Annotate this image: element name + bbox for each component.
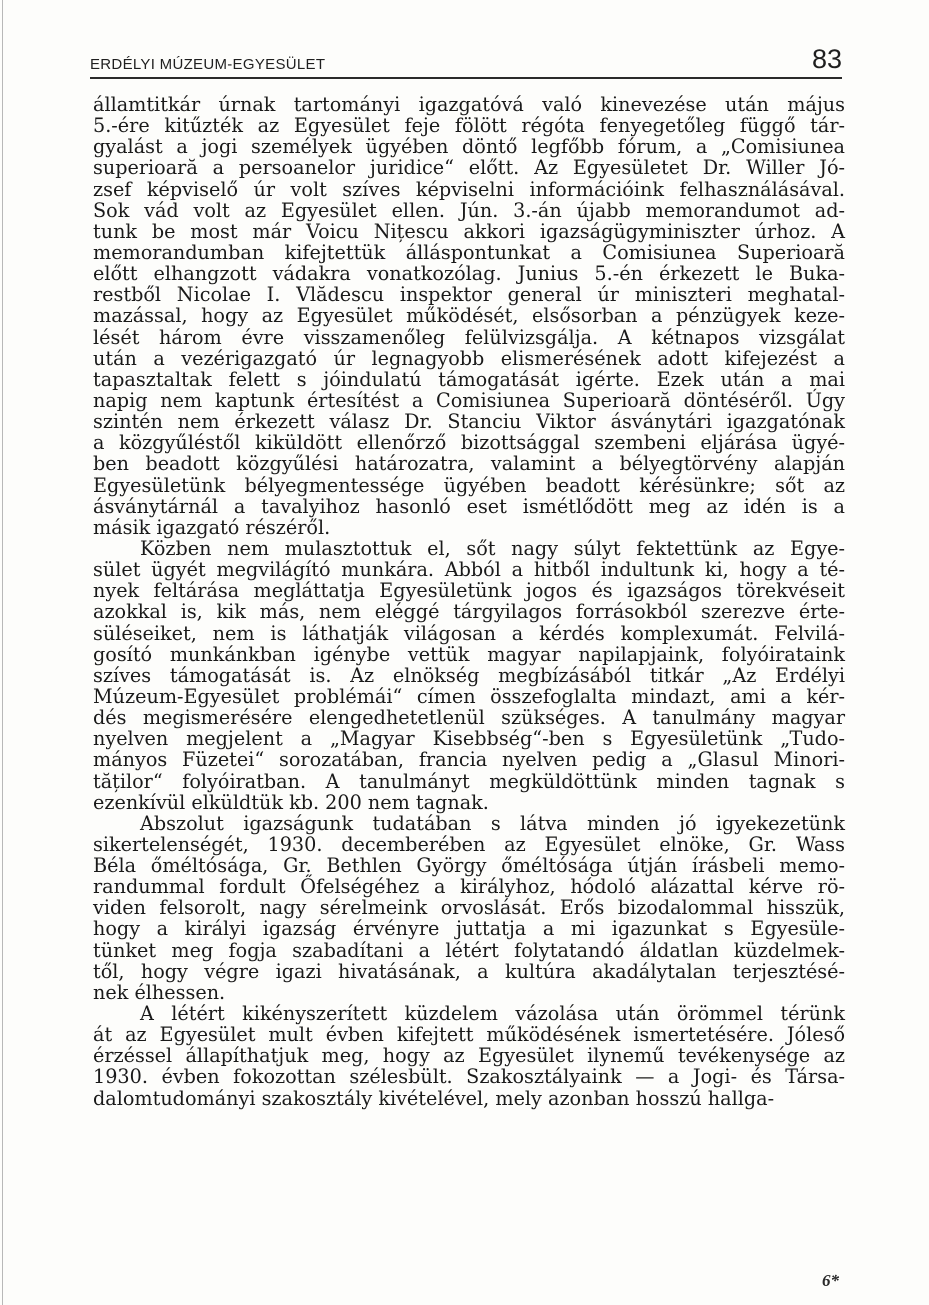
text-line: azokkal is, kik más, nem eléggé tárgyilagos forrásokból szerezve érte- (93, 600, 845, 624)
text-line: hogy a királyi igazság érvényre juttatja a mi igazunkat s Egyesüle- (93, 917, 845, 941)
text-line: A létért kikényszerített küzdelem vázolása után örömmel térünk (140, 1002, 845, 1026)
paragraph (93, 1003, 845, 1109)
text-line: érzéssel állapíthatjuk meg, hogy az Egyesület ilynemű tevékenysége az (93, 1044, 845, 1068)
text-line: előtt elhangzott vádakra vonatkozólag. Junius 5.-én érkezett le Buka- (93, 262, 845, 286)
header-rule (90, 77, 842, 79)
text-line: superioară a persoanelor juridice“ előtt. Az Egyesületet Dr. Willer Jó- (93, 156, 845, 180)
text-line: memorandumban kifejtettük álláspontunkat a Comisiunea Superioară (93, 240, 845, 264)
signature-mark: 6* (822, 1271, 839, 1290)
text-line: gosító munkánkban igénybe vettük magyar napilapjaink, folyóirataink (93, 642, 845, 666)
text-line: randummal fordult Őfelségéhez a királyhoz, hódoló alázattal kérve rö- (93, 875, 845, 899)
text-line: szintén nem érkezett válasz Dr. Stanciu Viktor ásványtári igazgatónak (93, 410, 845, 434)
text-line: nyelven megjelent a „Magyar Kisebbség“-ben s Egyesületünk „Tudo- (93, 727, 845, 751)
page-edge-line (2, 0, 3, 1305)
text-line: gyalást a jogi személyek ügyében döntő legfőbb fórum, a „Comisiunea (93, 135, 845, 159)
text-line: Egyesületünk bélyegmentessége ügyében beadott kérésünkre; sőt az (93, 473, 845, 497)
text-line: lését három évre visszamenőleg felülvizsgálja. A kétnapos vizsgálat (93, 325, 845, 349)
text-line: viden felsorolt, nagy sérelmeink orvoslását. Erős bizodalommal hisszük, (93, 896, 845, 920)
text-line: másik igazgató részéről. (93, 515, 331, 539)
text-line: ásványtárnál a tavalyihoz hasonló eset ismétlődött meg az idén is a (93, 494, 845, 518)
text-line: nek élhessen. (93, 980, 226, 1004)
text-line: át az Egyesület mult évben kifejtett működésének ismertetésére. Jóleső (93, 1023, 845, 1047)
text-line: Közben nem mulasztottuk el, sőt nagy súlyt fektettünk az Egye- (140, 536, 845, 560)
text-line: ezenkívül elküldtük kb. 200 nem tagnak. (93, 790, 489, 814)
text-line: Béla őméltósága, Gr. Bethlen György őméltósága útján írásbeli memo- (93, 854, 845, 878)
page-number: 83 (811, 44, 842, 74)
text-line: napig nem kaptunk értesítést a Comisiunea Superioară döntéséről. Úgy (93, 388, 845, 412)
running-header (90, 44, 842, 80)
text-line: tăților“ folyóiratban. A tanulmányt megküldöttünk minden tagnak s (93, 769, 845, 793)
text-line: államtitkár úrnak tartományi igazgatóvá való kinevezése után május (93, 93, 845, 116)
text-line: dés megismerésére elengedhetetlenül szükséges. A tanulmány magyar (93, 706, 845, 730)
text-line: Sok vád volt az Egyesület ellen. Jún. 3.-án újabb memorandumot ad- (93, 198, 845, 222)
text-line: Múzeum-Egyesület problémái“ címen összefoglalta mindazt, ami a kér- (93, 684, 845, 708)
text-line: restből Nicolae I. Vlădescu inspektor general úr miniszteri meghatal- (93, 283, 845, 307)
text-line: tapasztaltak felett s jóindulatú támogatását igérte. Ezek után a mai (93, 367, 845, 391)
paragraph (93, 538, 845, 813)
text-line: dalomtudományi szakosztály kivételével, mely azonban hosszú hallga- (93, 1086, 775, 1110)
paragraph (93, 94, 845, 538)
text-line: mazással, hogy az Egyesület működését, elsősorban a pénzügyek keze- (93, 304, 845, 328)
text-line: süléseiket, nem is láthatják világosan a kérdés komplexumát. Felvilá- (93, 621, 845, 645)
text-line: Abszolut igazságunk tudatában s látva minden jó igyekezetünk (140, 811, 845, 835)
text-line: tunk be most már Voicu Nițescu akkori igazságügyminiszter úrhoz. A (93, 219, 845, 243)
text-line: ben beadott közgyűlési határozatra, valamint a bélyegtörvény alapján (93, 452, 845, 476)
text-line: sület ügyét megvilágító munkára. Abból a hitből indultunk ki, hogy a té- (93, 558, 845, 582)
body-text (93, 94, 845, 1109)
text-line: 5.-ére kitűzték az Egyesület feje fölött régóta fenyegetőleg függő tár- (93, 114, 845, 138)
text-line: től, hogy végre igazi hivatásának, a kultúra akadálytalan terjesztésé- (93, 959, 845, 983)
paragraph (93, 813, 845, 1003)
text-line: sikertelenségét, 1930. decemberében az Egyesület elnöke, Gr. Wass (93, 832, 845, 856)
text-line: a közgyűléstől kiküldött ellenőrző bizottsággal szembeni eljárása ügyé- (93, 431, 845, 455)
text-line: mányos Füzetei“ sorozatában, francia nyelven pedig a „Glasul Minori- (93, 748, 845, 772)
text-line: tünket meg fogja szabadítani a létért folytatandó áldatlan küzdelmek- (93, 938, 845, 962)
text-line: nyek feltárása megláttatja Egyesületünk jogos és igazságos törekvéseit (93, 579, 845, 603)
text-line: 1930. évben fokozottan szélesbült. Szakosztályaink — a Jogi- és Társa- (93, 1065, 845, 1089)
text-line: szíves támogatását is. Az elnökség megbízásából titkár „Az Erdélyi (93, 663, 845, 687)
text-line: zsef képviselő úr volt szíves képviselni információink felhasználásával. (93, 177, 845, 201)
text-line: után a vezérigazgató úr legnagyobb elismerésének adott kifejezést a (93, 346, 845, 370)
journal-title: ERDÉLYI MÚZEUM-EGYESÜLET (90, 56, 326, 73)
